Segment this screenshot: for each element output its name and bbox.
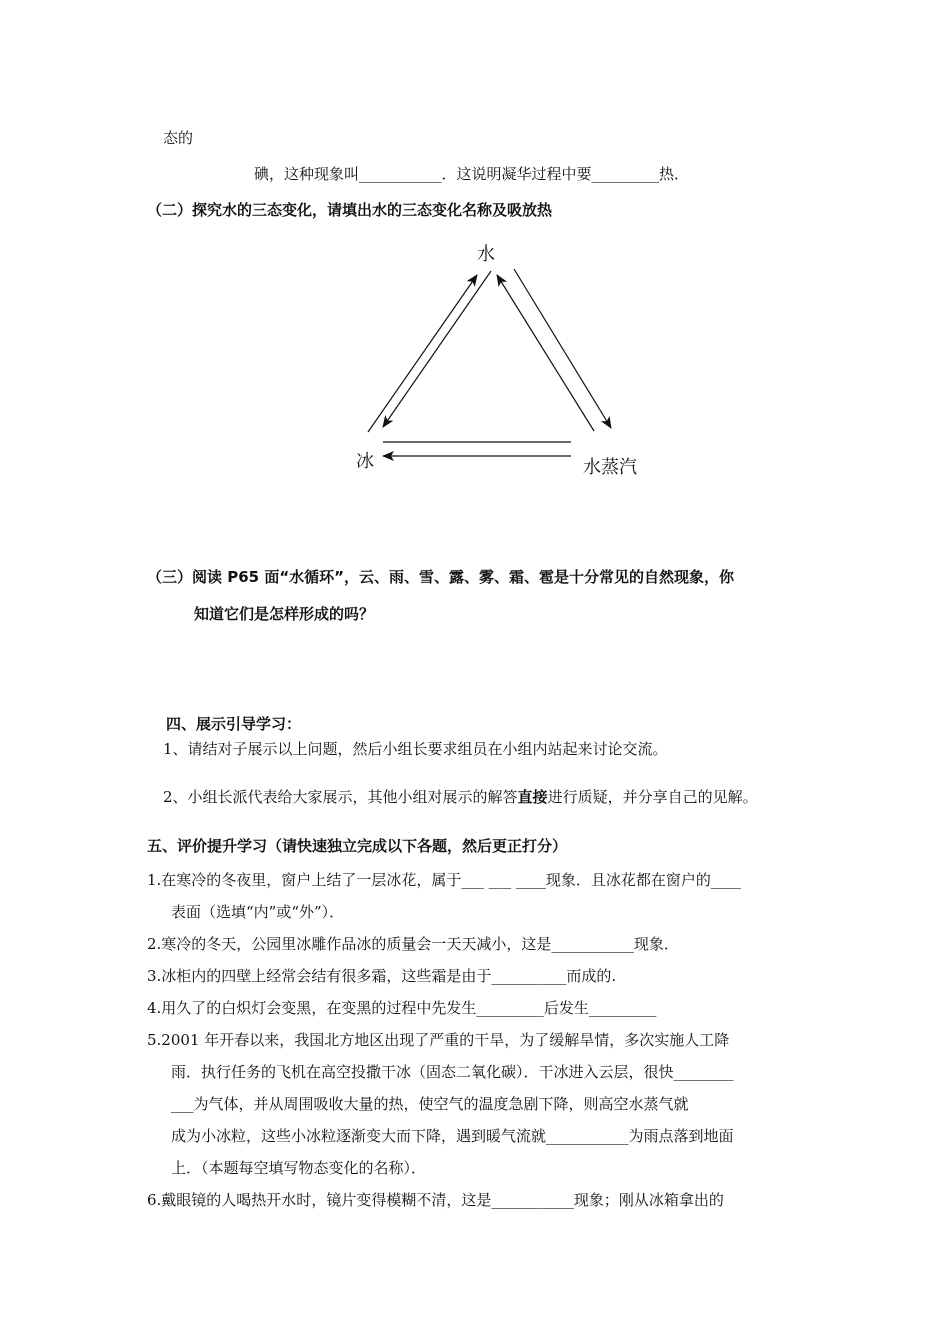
question-1-line-2: 表面（选填“内”或“外”）． (171, 903, 345, 921)
label-water: 水 (477, 244, 495, 265)
item-2-text-post: 进行质疑，并分享自己的见解。 (547, 788, 758, 806)
section-5-title: 五、评价提升学习（请快速独立完成以下各题，然后更正打分） (147, 837, 568, 855)
arrow-water-to-ice (383, 271, 491, 427)
section-2-title: （二）探究水的三态变化，请填出水的三态变化名称及吸放热 (147, 201, 553, 219)
section-4-title: 四、展示引导学习： (166, 715, 302, 733)
item-2-bold-word: 直接 (517, 788, 548, 806)
diagram-arrows (0, 0, 950, 520)
arrow-vapor-to-water (497, 275, 594, 431)
question-6: 6.戴眼镜的人喝热开水时，镜片变得模糊不清，这是___________现象；刚从冰箱拿出的 (147, 1191, 724, 1209)
question-5-line-5: 上．（本题每空填写物态变化的名称）． (171, 1159, 427, 1177)
question-3: 3.冰柜内的四壁上经常会结有很多霜，这些霜是由于__________而成的. (147, 967, 617, 985)
text-line: 态的 (163, 129, 194, 147)
question-5-line-3: ___为气体，并从周围吸收大量的热，使空气的温度急剧下降，则高空水蒸气就 (171, 1095, 689, 1113)
question-5-line-4: 成为小冰粒，这些小冰粒逐渐变大而下降，遇到暖气流就___________为雨点落到地面 (171, 1127, 734, 1145)
section-3-line-1: （三）阅读 P65 面“水循环”，云、雨、雪、露、雾、霜、雹是十分常见的自然现象，你 (147, 568, 735, 586)
label-ice: 冰 (356, 451, 374, 472)
item-2-text-pre: 2、小组长派代表给大家展示，其他小组对展示的解答 (163, 788, 518, 806)
question-4: 4.用久了的白炽灯会变黑，在变黑的过程中先发生_________后发生_________ (147, 999, 657, 1017)
question-1-line-1: 1.在寒冷的冬夜里，窗户上结了一层冰花，属于___ ___ ____现象．且冰花都在窗户的____ (147, 871, 741, 889)
label-vapor: 水蒸汽 (583, 457, 637, 478)
text-line: 碘，这种现象叫___________．这说明凝华过程中要_________热． (254, 165, 690, 183)
section-4-item-1: 1、请结对子展示以上问题，然后小组长要求组员在小组内站起来讨论交流。 (163, 740, 668, 758)
question-2: 2.寒冷的冬天，公园里冰雕作品冰的质量会一天天减小，这是___________现象． (147, 935, 679, 953)
arrow-water-to-vapor (514, 269, 611, 428)
question-5-line-2: 雨．执行任务的飞机在高空投撒干冰（固态二氧化碳）．干冰进入云层，很快________ (171, 1063, 734, 1081)
arrow-ice-to-water (368, 275, 477, 432)
section-3-line-2: 知道它们是怎样形成的吗？ (194, 605, 375, 623)
question-5-line-1: 5.2001 年开春以来，我国北方地区出现了严重的干旱，为了缓解旱情，多次实施人工降 (147, 1031, 730, 1049)
section-4-item-2 (163, 787, 758, 807)
